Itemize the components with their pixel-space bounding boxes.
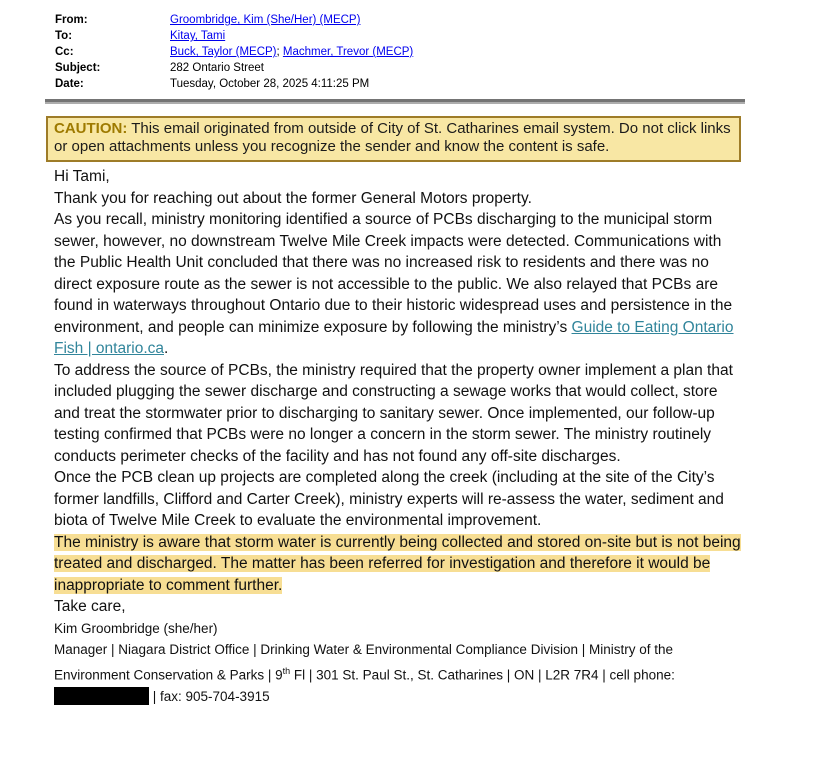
header-row-to [55,28,822,44]
greeting: Hi Tami, [54,168,110,185]
subject-value: 282 Ontario Street [170,62,264,74]
header-row-cc [55,44,822,60]
cc-separator: ; [276,46,283,58]
subject-label: Subject: [55,62,101,74]
date-value: Tuesday, October 28, 2025 4:11:25 PM [170,78,370,90]
paragraph-pcb-monitoring [54,209,746,360]
paragraph-cleanup-reassess: Once the PCB clean up projects are completed along the creek (including at the site of the City’s former landfills, Clifford and Carter Creek), ministry experts will re-assess the water, sediment and biota of Twelve Mile Creek to evaluate the environmental improvement. [54,469,724,529]
paragraph-highlighted [54,532,746,597]
header-divider [45,99,745,104]
header-row-date [55,76,822,92]
signature-part1: Manager | Niagara District Office | Drinking Water & Environmental Compliance Division | Ministry of the Environment Conservation & Parks | 9 [54,642,673,682]
closing: Take care, [54,598,126,615]
caution-banner [46,116,741,162]
redacted-phone-number [54,687,149,705]
to-recipient-link[interactable]: Kitay, Tami [170,30,226,42]
email-header [0,0,822,92]
from-sender-link[interactable]: Groombridge, Kim (She/Her) (MECP) [170,14,361,26]
cc-recipient-link-1[interactable]: Buck, Taylor (MECP) [170,46,277,58]
paragraph-pcb-monitoring-period: . [164,340,169,357]
cc-label: Cc: [55,46,74,58]
cc-recipient-link-2[interactable]: Machmer, Trevor (MECP) [282,46,414,58]
paragraph-thanks: Thank you for reaching out about the former General Motors property. [54,189,532,207]
floor-superscript: th [282,665,291,676]
from-label: From: [55,14,88,26]
to-label: To: [55,30,73,42]
signature-fax: | fax: 905-704-3915 [149,688,270,704]
caution-text: This email originated from outside of City of St. Catharines email system. Do not click links or open attachments unless you recognize the sender and know the content is safe. [54,120,731,155]
paragraph-remediation-plan: To address the source of PCBs, the ministry required that the property owner implement a plan that included plugging the sewer discharge and constructing a sewage works that would collect, store and treat the stormwater prior to discharging to sanitary sewer. Once implemented, our follow-up testing confirmed that PCBs were no longer a concern in the storm sewer. The ministry routinely conducts perimeter checks of the facility and has not found any off-site discharges. [54,361,733,465]
fish-guide-link[interactable]: Guide to Eating Ontario Fish | ontario.ca [54,318,734,357]
header-row-from [55,12,822,28]
signature-details [54,639,746,707]
paragraph-pcb-monitoring-text: As you recall, ministry monitoring identified a source of PCBs discharging to the municipal storm sewer, however, no downstream Twelve Mile Creek impacts were detected. Communications with the Public Health Unit concluded that there was no increased risk to residents and there was no direct exposure route as the sewer is not accessible to the public. We also relayed that PCBs are found in waterways throughout Ontario due to their historic widespread uses and persistence in the environment, and people can minimize exposure by following the ministry’s [54,211,733,336]
date-label: Date: [55,78,84,90]
caution-label: CAUTION: [54,120,128,137]
signature-name: Kim Groombridge (she/her) [54,620,218,636]
highlighted-text: The ministry is aware that storm water is currently being collected and stored on-site but is not being treated and discharged. The matter has been referred for investigation and therefore it would be inappropriate to comment further. [54,533,741,594]
signature-part2: Fl | 301 St. Paul St., St. Catharines | ON | L2R 7R4 | cell phone: [290,667,675,682]
email-body [54,166,746,707]
header-row-subject [55,60,822,76]
